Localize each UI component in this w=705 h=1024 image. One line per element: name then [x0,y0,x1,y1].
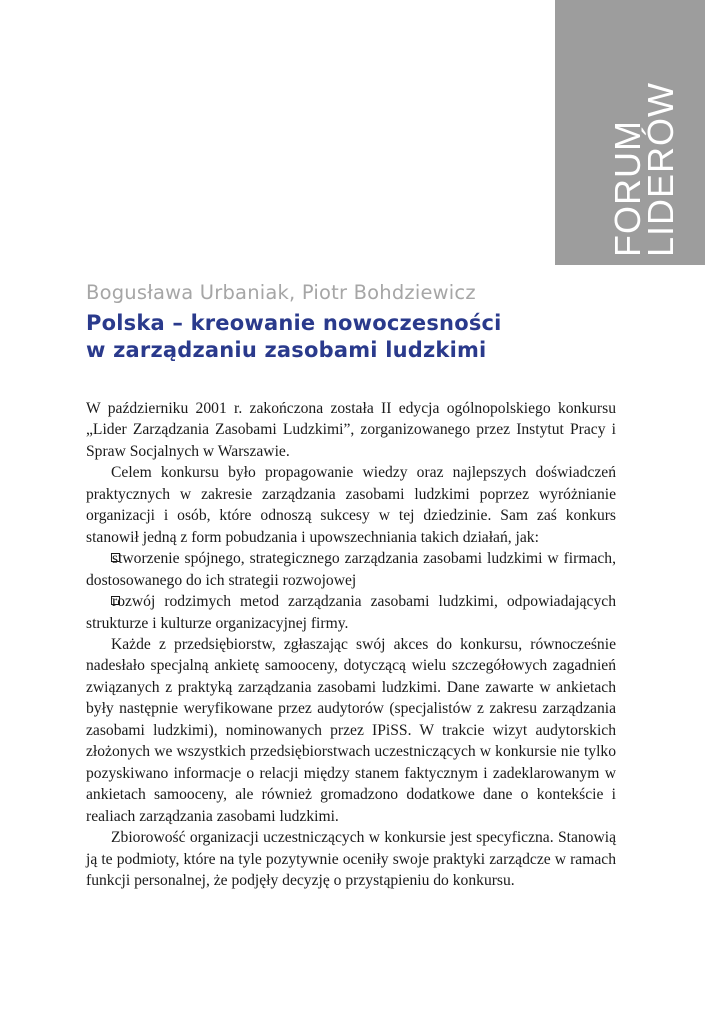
list-item [86,591,616,634]
paragraph: Celem konkursu było propagowanie wiedzy oraz najlepszych doświadczeń praktycznych w zakresie zarządzania zasobami ludzkimi poprzez wyróżnianie organizacji i osób, które odnoszą sukcesy w tej dziedzinie. Sam zaś konkurs stanowił jedną z form pobudzania i upowszechniania takich działań, jak: [86,464,616,546]
article-title [86,310,556,364]
article-title-line1: Polska – kreowanie nowoczesności [86,311,502,335]
paragraph: W październiku 2001 r. zakończona została II edycja ogólnopolskiego konkursu „Lider Zarządzania Zasobami Ludzkimi”, zorganizowanego przez Instytut Pracy i Spraw Socjalnych w Warszawie. [86,400,616,460]
list-item-text: rozwój rodzimych metod zarządzania zasobami ludzkimi, odpowiadających strukturze i kulturze organizacyjnej firmy. [86,593,616,632]
article-title-line2: w zarządzaniu zasobami ludzkimi [86,338,487,362]
section-tab-label [607,81,681,257]
list-item-text: stworzenie spójnego, strategicznego zarządzania zasobami ludzkimi w firmach, dostosowanego do ich strategii rozwojowej [86,550,616,589]
paragraph: Każde z przedsiębiorstw, zgłaszając swój akces do konkursu, równocześnie nadesłało specjalną ankietę samooceny, dotyczącą wielu szczegółowych zagadnień związanych z praktyką zarządzania zasobami ludzkimi. Dane zawarte w ankietach były następnie weryfikowane przez audytorów (specjalistów z zakresu zarządzania zasobami ludzkimi), nominowanych przez IPiSS. W trakcie wizyt audytorskich złożonych we wszystkich przedsiębiorstwach uczestniczących w konkursie nie tylko pozyskiwano informacje o relacji między stanem faktycznym i zadeklarowanym w ankietach samooceny, ale również gromadzono dodatkowe dane o kontekście i realiach zarządzania zasobami ludzkimi. [86,635,616,825]
section-tab [555,0,705,265]
paragraph: Zbiorowość organizacji uczestniczących w konkursie jest specyficzna. Stanowią ją te podmioty, które na tyle pozytywnie oceniły swoje praktyki zarządcze w ramach funkcji personalnej, że podjęły decyzję o przystąpieniu do konkursu. [86,829,616,889]
section-tab-line2: LIDERÓW [640,81,681,257]
section-tab-line1: FORUM [607,120,648,257]
article-authors: Bogusława Urbaniak, Piotr Bohdziewicz [86,281,476,304]
list-item [86,548,616,591]
article-body [86,398,616,891]
square-bullet-icon [111,596,120,605]
square-bullet-icon [111,553,120,562]
